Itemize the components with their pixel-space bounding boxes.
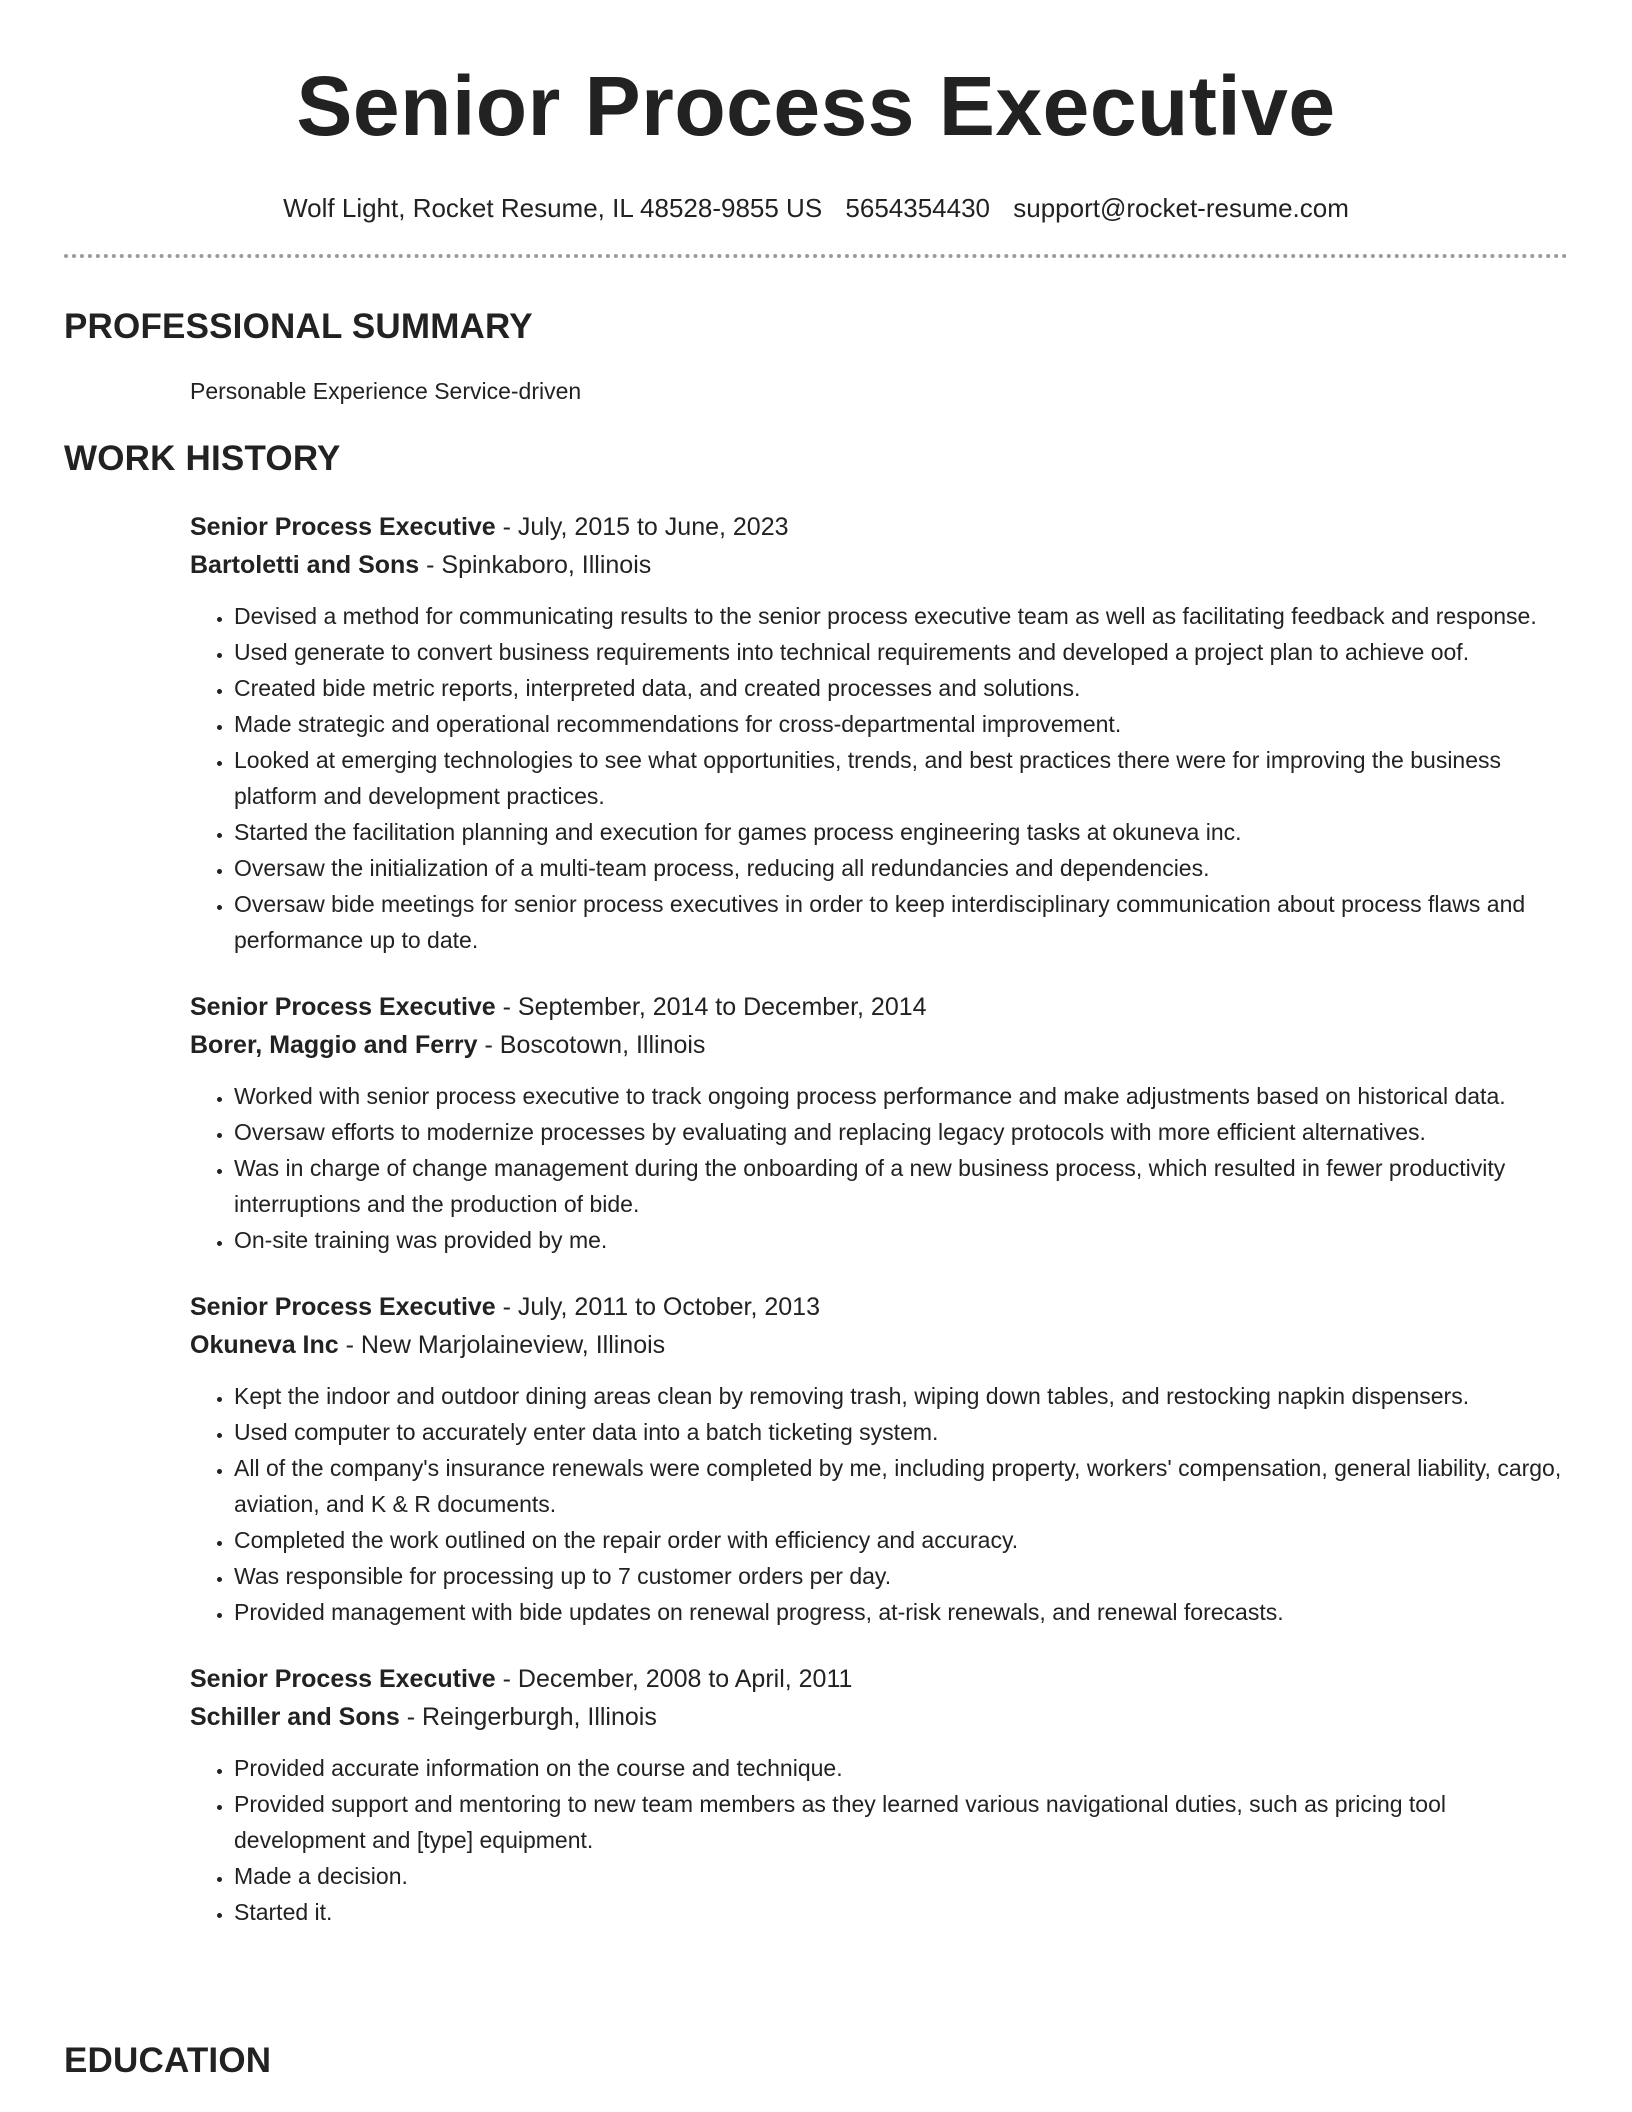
- job-entry: [190, 988, 1568, 1258]
- job-bullet: • Oversaw efforts to modernize processes by evaluating and replacing legacy protocols with more efficient alternatives.: [234, 1114, 1568, 1150]
- summary-text: Personable Experience Service-driven: [190, 378, 582, 404]
- job-entry: [190, 508, 1568, 958]
- job-bullet: • Made a decision.: [234, 1858, 1568, 1894]
- job-bullet: • Was in charge of change management during the onboarding of a new business process, which resulted in fewer productivity interruptions and the production of bide.: [234, 1150, 1568, 1222]
- job-bullet: • Worked with senior process executive to track ongoing process performance and make adjustments based on historical data.: [234, 1078, 1568, 1114]
- job-bullet: • Provided accurate information on the course and technique.: [234, 1750, 1568, 1786]
- education-section: [64, 2040, 271, 2082]
- contact-line: [64, 192, 1568, 224]
- job-bullets: [190, 598, 1568, 958]
- job-company: Schiller and Sons: [190, 1703, 400, 1731]
- job-dates: - September, 2014 to December, 2014: [495, 993, 927, 1021]
- job-bullet: • On-site training was provided by me.: [234, 1222, 1568, 1258]
- job-dates: - July, 2011 to October, 2013: [495, 1293, 820, 1321]
- job-bullet: • Oversaw bide meetings for senior process executives in order to keep interdisciplinary communication about process flaws and performance up to date.: [234, 886, 1568, 958]
- job-bullet: • Started it.: [234, 1894, 1568, 1930]
- contact-email: support@rocket-resume.com: [1013, 193, 1349, 223]
- job-location: - Spinkaboro, Illinois: [419, 551, 652, 579]
- job-bullets: [190, 1378, 1568, 1630]
- job-title-line: [190, 988, 1568, 1026]
- contact-phone: 5654354430: [845, 193, 991, 223]
- job-company-line: [190, 1326, 1568, 1364]
- job-title-line: [190, 508, 1568, 546]
- job-location: - Boscotown, Illinois: [477, 1031, 706, 1059]
- job-company-line: [190, 546, 1568, 584]
- job-company: Bartoletti and Sons: [190, 551, 420, 579]
- job-dates: - July, 2015 to June, 2023: [495, 513, 789, 541]
- job-bullet: • Oversaw the initialization of a multi-team process, reducing all redundancies and dependencies.: [234, 850, 1568, 886]
- job-bullet: • Started the facilitation planning and execution for games process engineering tasks at okuneva inc.: [234, 814, 1568, 850]
- job-company-line: [190, 1026, 1568, 1064]
- job-bullet: • Created bide metric reports, interpreted data, and created processes and solutions.: [234, 670, 1568, 706]
- job-bullet: • Kept the indoor and outdoor dining areas clean by removing trash, wiping down tables, and restocking napkin dispensers.: [234, 1378, 1568, 1414]
- job-bullet: • Devised a method for communicating results to the senior process executive team as well as facilitating feedback and response.: [234, 598, 1568, 634]
- job-location: - New Marjolaineview, Illinois: [338, 1331, 666, 1359]
- summary-heading: PROFESSIONAL SUMMARY: [64, 307, 533, 346]
- job-bullet: • Looked at emerging technologies to see what opportunities, trends, and best practices there were for improving the business platform and development practices.: [234, 742, 1568, 814]
- job-bullet: • Provided support and mentoring to new team members as they learned various navigational duties, such as pricing tool development and [type] equipment.: [234, 1786, 1568, 1858]
- job-title: Senior Process Executive: [190, 1665, 496, 1693]
- job-title: Senior Process Executive: [190, 513, 496, 541]
- job-company: Borer, Maggio and Ferry: [190, 1031, 478, 1059]
- job-bullet: • Used computer to accurately enter data into a batch ticketing system.: [234, 1414, 1568, 1450]
- job-entry: [190, 1288, 1568, 1630]
- job-company-line: [190, 1698, 1568, 1736]
- job-company: Okuneva Inc: [190, 1331, 339, 1359]
- education-heading: EDUCATION: [64, 2041, 272, 2080]
- job-title-line: [190, 1288, 1568, 1326]
- job-bullet: • Was responsible for processing up to 7 customer orders per day.: [234, 1558, 1568, 1594]
- job-bullet: • Used generate to convert business requirements into technical requirements and developed a project plan to achieve oof.: [234, 634, 1568, 670]
- job-bullets: [190, 1078, 1568, 1258]
- job-bullet: • All of the company's insurance renewals were completed by me, including property, workers' compensation, general liability, cargo, aviation, and K & R documents.: [234, 1450, 1568, 1522]
- job-bullet: • Provided management with bide updates on renewal progress, at-risk renewals, and renewal forecasts.: [234, 1594, 1568, 1630]
- job-dates: - December, 2008 to April, 2011: [495, 1665, 853, 1693]
- job-entry: [190, 1660, 1568, 1930]
- job-title: Senior Process Executive: [190, 993, 496, 1021]
- job-title: Senior Process Executive: [190, 1293, 496, 1321]
- job-bullets: [190, 1750, 1568, 1930]
- header-divider: [64, 254, 1568, 258]
- summary-section: [64, 306, 1568, 406]
- job-bullet: • Made strategic and operational recommendations for cross-departmental improvement.: [234, 706, 1568, 742]
- work-history-heading: WORK HISTORY: [64, 439, 341, 478]
- job-location: - Reingerburgh, Illinois: [399, 1703, 657, 1731]
- contact-address: Wolf Light, Rocket Resume, IL 48528-9855 US: [283, 193, 823, 223]
- job-bullet: • Completed the work outlined on the repair order with efficiency and accuracy.: [234, 1522, 1568, 1558]
- work-history-section: [64, 438, 1568, 1930]
- resume-name: Senior Process Executive: [296, 59, 1336, 153]
- job-title-line: [190, 1660, 1568, 1698]
